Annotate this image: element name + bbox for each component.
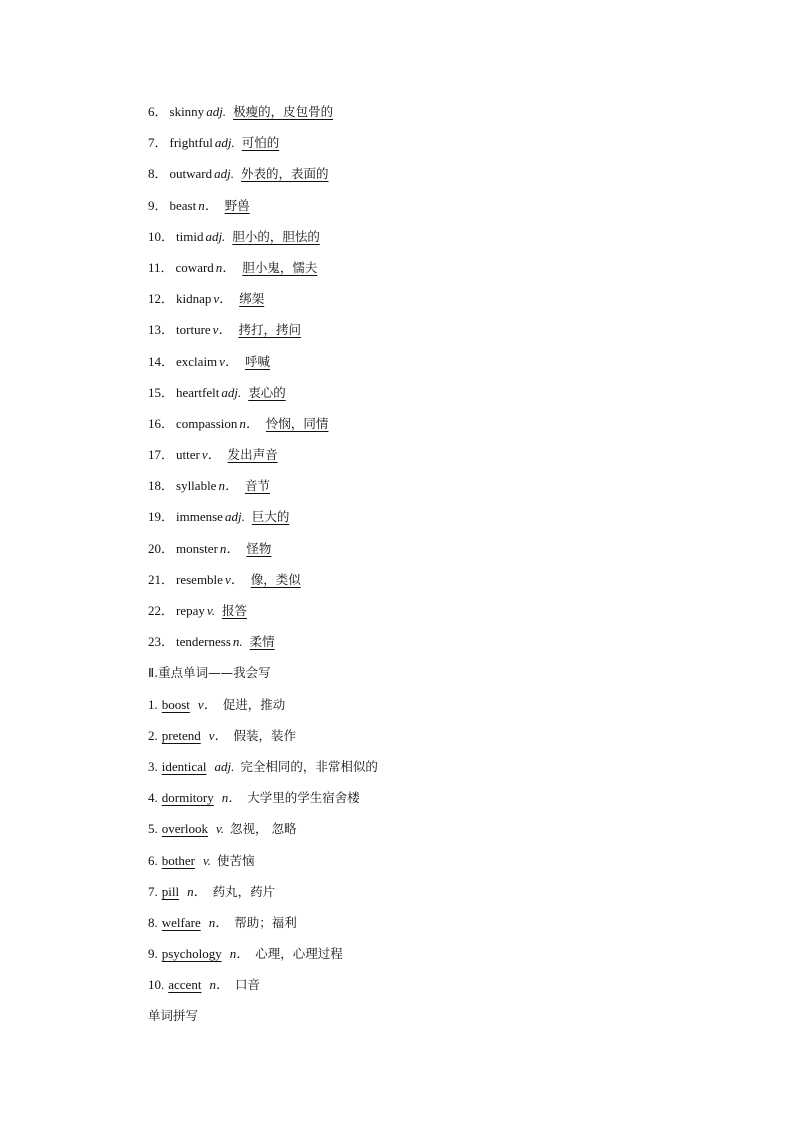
item-part-of-speech: n． (208, 914, 229, 930)
key-word-item (148, 943, 748, 974)
item-meaning: 使苦恼 (217, 852, 255, 868)
item-part-of-speech: v． (219, 353, 238, 369)
item-part-of-speech: n． (218, 478, 238, 494)
item-word: kidnap (176, 291, 212, 307)
item-number: 13． (148, 322, 175, 338)
item-answer: 柔情 (249, 634, 275, 650)
item-meaning: 完全相同的，非常相似的 (240, 758, 378, 774)
item-number: 10． (148, 228, 175, 244)
vocab-item (148, 600, 748, 631)
vocab-item (148, 195, 748, 226)
item-word: immense (176, 509, 223, 525)
item-part-of-speech: v. (202, 852, 212, 868)
item-meaning: 帮助；福利 (234, 914, 297, 930)
key-word-item (148, 756, 748, 787)
item-part-of-speech: v． (212, 322, 232, 338)
item-part-of-speech: adj. (205, 228, 226, 244)
section3-heading: 单词拼写 (148, 1008, 199, 1024)
item-number: 6. (148, 852, 158, 868)
item-answer: dormitory (161, 790, 214, 806)
item-meaning: 假装，装作 (233, 727, 297, 743)
item-part-of-speech: v. (215, 821, 225, 837)
item-word: compassion (176, 415, 238, 431)
item-answer: 音节 (244, 478, 270, 494)
item-part-of-speech: n． (239, 415, 259, 431)
vocab-item (148, 444, 748, 475)
item-part-of-speech: adj. (214, 758, 235, 774)
key-word-item (148, 725, 748, 756)
item-word: outward (169, 166, 213, 182)
vocab-item (148, 288, 748, 319)
worksheet-page (148, 101, 748, 1037)
item-meaning: 促进，推动 (222, 696, 286, 712)
item-number: 4. (148, 790, 158, 806)
key-word-item (148, 881, 748, 912)
item-part-of-speech: n． (198, 197, 218, 213)
vocab-item (148, 226, 748, 257)
key-word-item (148, 974, 748, 1005)
vocab-item (148, 101, 748, 132)
item-meaning: 忽视， 忽略 (230, 821, 297, 837)
vocab-item (148, 319, 748, 350)
item-answer: 胆小鬼，懦夫 (242, 259, 318, 275)
item-part-of-speech: v． (201, 447, 221, 463)
key-word-item (148, 818, 748, 849)
item-number: 18． (148, 478, 175, 494)
item-answer: pill (161, 883, 180, 899)
item-number: 2. (148, 727, 158, 743)
vocab-item (148, 569, 748, 600)
item-answer: 衷心的 (248, 384, 286, 400)
item-word: monster (176, 540, 218, 556)
item-number: 12． (148, 291, 175, 307)
item-answer: 可怕的 (241, 135, 280, 151)
item-number: 5. (148, 821, 158, 837)
item-number: 20． (148, 540, 175, 556)
item-word: tenderness (176, 634, 231, 650)
item-word: exclaim (176, 353, 218, 369)
vocab-item (148, 163, 748, 194)
vocab-item (148, 257, 748, 288)
item-number: 6． (148, 104, 168, 119)
item-answer: boost (161, 696, 190, 712)
item-answer: 发出声音 (227, 447, 278, 463)
item-number: 10. (148, 977, 165, 993)
item-part-of-speech: n. (232, 634, 243, 650)
item-number: 8. (148, 914, 158, 930)
item-answer: 报答 (221, 603, 247, 618)
item-meaning: 药丸，药片 (212, 883, 276, 899)
item-meaning: 大学里的学生宿舍楼 (247, 790, 360, 806)
item-word: skinny (169, 104, 205, 119)
item-answer: 外表的，表面的 (241, 166, 329, 182)
item-number: 17． (148, 447, 175, 463)
item-word: heartfelt (176, 384, 220, 400)
item-answer: 极瘦的，皮包骨的 (233, 104, 334, 119)
item-word: utter (176, 447, 200, 463)
item-part-of-speech: v． (208, 727, 228, 743)
item-number: 8． (148, 166, 168, 182)
item-answer: psychology (161, 946, 222, 962)
item-answer: 怜悯，同情 (265, 415, 329, 431)
item-answer: 怪物 (246, 540, 272, 556)
item-answer: identical (161, 758, 207, 774)
item-number: 22． (148, 603, 175, 618)
section2-heading: Ⅱ.重点单词——我会写 (148, 665, 271, 681)
item-word: repay (176, 603, 205, 618)
vocab-item (148, 351, 748, 382)
item-word: torture (176, 322, 211, 338)
item-answer: welfare (161, 914, 201, 930)
item-part-of-speech: adj. (214, 135, 235, 151)
item-word: beast (169, 197, 197, 213)
item-part-of-speech: n． (215, 259, 236, 275)
section-vocab-meanings (148, 101, 748, 662)
item-number: 15． (148, 384, 175, 400)
vocab-item (148, 631, 748, 662)
item-number: 21． (148, 571, 175, 587)
item-number: 9. (148, 946, 158, 962)
item-part-of-speech: adj. (206, 104, 227, 119)
item-meaning: 口音 (234, 977, 260, 993)
item-answer: 像，类似 (250, 571, 301, 587)
section-key-words (148, 694, 748, 1006)
item-part-of-speech: v． (213, 291, 233, 307)
item-number: 7. (148, 883, 158, 899)
item-meaning: 心理，心理过程 (255, 946, 343, 962)
item-answer: bother (161, 852, 195, 868)
item-answer: 野兽 (224, 197, 250, 213)
item-answer: 巨大的 (251, 509, 290, 525)
item-number: 9． (148, 197, 168, 213)
key-word-item (148, 787, 748, 818)
vocab-item (148, 382, 748, 413)
item-word: frightful (169, 135, 213, 151)
vocab-item (148, 413, 748, 444)
item-word: syllable (176, 478, 217, 494)
item-number: 3. (148, 758, 158, 774)
item-part-of-speech: n． (209, 977, 229, 993)
vocab-item (148, 475, 748, 506)
item-part-of-speech: v． (224, 571, 244, 587)
vocab-item (148, 538, 748, 569)
item-word: timid (176, 228, 204, 244)
vocab-item (148, 506, 748, 537)
item-answer: accent (168, 977, 202, 993)
item-number: 1. (148, 696, 158, 712)
item-number: 23． (148, 634, 175, 650)
key-word-item (148, 694, 748, 725)
key-word-item (148, 912, 748, 943)
item-part-of-speech: adj. (221, 384, 242, 400)
item-word: resemble (176, 571, 223, 587)
item-answer: 胆小的，胆怯的 (232, 228, 320, 244)
item-answer: 绑架 (239, 291, 265, 307)
item-number: 7． (148, 135, 168, 151)
item-part-of-speech: n． (221, 790, 242, 806)
item-number: 14． (148, 353, 175, 369)
item-answer: overlook (161, 821, 208, 837)
item-answer: 呼喊 (244, 353, 270, 369)
item-part-of-speech: adj. (214, 166, 234, 182)
item-number: 11． (148, 259, 174, 275)
item-answer: 拷打，拷问 (238, 322, 301, 338)
item-part-of-speech: n． (229, 946, 250, 962)
vocab-item (148, 132, 748, 163)
item-part-of-speech: v. (206, 603, 215, 618)
key-word-item (148, 850, 748, 881)
item-number: 19． (148, 509, 175, 525)
item-part-of-speech: n． (219, 540, 240, 556)
item-word: coward (175, 259, 214, 275)
item-part-of-speech: adj. (224, 509, 245, 525)
item-number: 16． (148, 415, 175, 431)
item-answer: pretend (161, 727, 201, 743)
item-part-of-speech: v． (197, 696, 217, 712)
item-part-of-speech: n． (187, 883, 207, 899)
